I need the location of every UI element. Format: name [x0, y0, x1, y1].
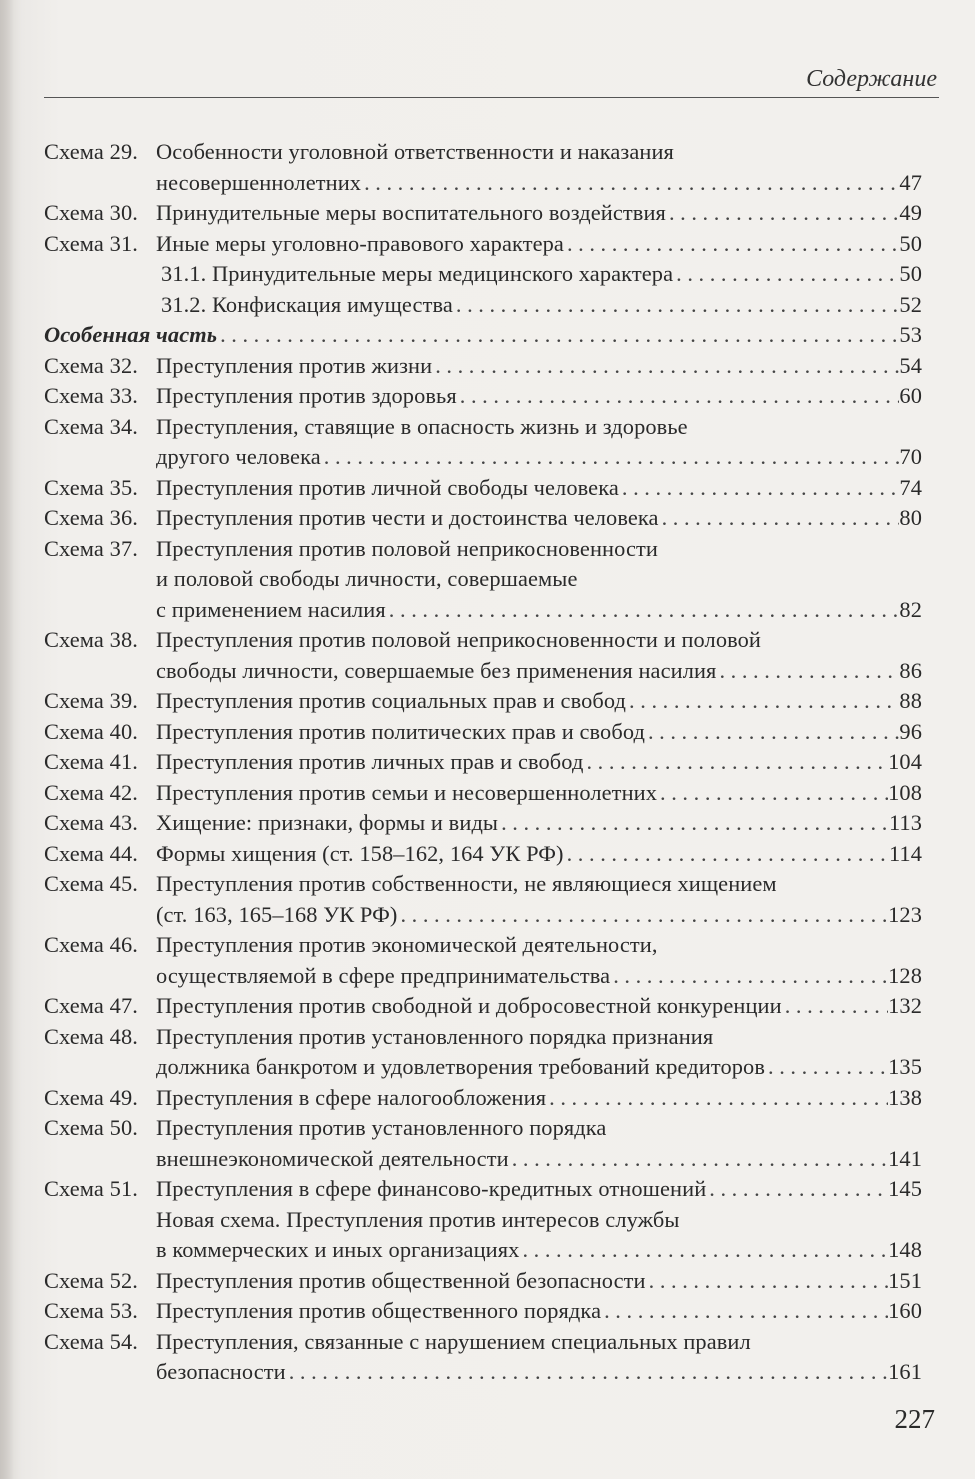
scheme-number: Схема 48.	[44, 1023, 138, 1049]
scheme-number: Схема 44.	[44, 840, 138, 866]
page-ref: 60	[899, 383, 922, 408]
toc-line	[44, 259, 922, 290]
page-ref: 82	[899, 596, 922, 622]
entry-title: Преступления против установленного порядка признания	[156, 1023, 714, 1049]
toc-line	[44, 1235, 922, 1266]
page-ref: 138	[888, 1084, 922, 1110]
scheme-number: Схема 34.	[44, 413, 138, 439]
page-ref: 88	[899, 688, 922, 713]
entry-title: Преступления против свободной и добросовестной конкуренции	[156, 993, 782, 1018]
entry-title: Преступления против личной свободы человека	[156, 474, 619, 500]
page-ref: 114	[888, 840, 922, 866]
page-ref: 80	[899, 505, 922, 530]
toc-line	[44, 595, 922, 626]
scheme-number: Схема 30.	[44, 200, 138, 225]
page-ref: 128	[888, 962, 922, 988]
toc-line	[44, 778, 922, 809]
page-ref: 132	[888, 993, 922, 1018]
dot-leader	[649, 1266, 888, 1297]
toc-line	[44, 442, 922, 473]
page-ref: 50	[899, 230, 922, 256]
toc-line	[44, 229, 922, 260]
scheme-number: Схема 39.	[44, 688, 138, 713]
toc-line	[44, 1357, 922, 1388]
toc-line	[44, 1174, 922, 1205]
entry-title: Преступления против половой неприкосновенности	[156, 535, 658, 561]
dot-leader	[662, 503, 900, 534]
subentry-title: 31.1. Принудительные меры медицинского характера	[161, 261, 674, 286]
page-ref: 113	[888, 810, 922, 835]
entry-title: Преступления против экономической деятельности,	[156, 932, 658, 957]
dot-leader	[364, 168, 899, 199]
scheme-number: Схема 32.	[44, 352, 138, 378]
entry-title: Преступления, связанные с нарушением специальных правил	[156, 1328, 751, 1354]
entry-title: несовершеннолетних	[156, 169, 362, 195]
entry-title: внешнеэкономической деятельности	[156, 1145, 509, 1171]
table-of-contents	[44, 137, 922, 1388]
toc-line	[44, 656, 922, 687]
scheme-number: Схема 53.	[44, 1298, 138, 1323]
toc-line	[44, 290, 922, 321]
dot-leader	[460, 381, 900, 412]
dot-leader	[456, 290, 900, 321]
page-ref: 145	[888, 1176, 922, 1201]
entry-title: Формы хищения (ст. 158–162, 164 УК РФ)	[156, 840, 564, 866]
toc-line	[44, 1205, 922, 1236]
scheme-number: Схема 47.	[44, 993, 138, 1018]
page-ref: 123	[888, 901, 922, 927]
toc-line	[44, 564, 922, 595]
page-ref: 54	[899, 352, 922, 378]
entry-title: Преступления против чести и достоинства человека	[156, 505, 659, 530]
page-ref: 53	[899, 322, 922, 347]
scheme-number: Схема 43.	[44, 810, 138, 835]
scheme-number: Схема 54.	[44, 1328, 138, 1354]
toc-line	[44, 1052, 922, 1083]
scheme-number: Схема 29.	[44, 139, 138, 164]
page-ref: 49	[899, 200, 922, 225]
page-ref: 96	[899, 718, 922, 744]
dot-leader	[400, 900, 888, 931]
toc-line	[44, 717, 922, 748]
dot-leader	[785, 991, 888, 1022]
toc-line	[44, 1144, 922, 1175]
page-ref: 148	[888, 1237, 922, 1262]
toc-line	[44, 1083, 922, 1114]
page-ref: 151	[888, 1267, 922, 1293]
scheme-number: Схема 37.	[44, 535, 138, 561]
page-ref: 160	[888, 1298, 922, 1323]
dot-leader	[586, 747, 888, 778]
toc-line	[44, 900, 922, 931]
page-ref: 50	[899, 261, 922, 286]
toc-line	[44, 473, 922, 504]
dot-leader	[719, 656, 899, 687]
page-ref: 86	[899, 657, 922, 683]
entry-title: Преступления в сфере налогообложения	[156, 1084, 547, 1110]
dot-leader	[648, 717, 899, 748]
page-number: 227	[894, 1404, 935, 1434]
toc-line	[44, 1296, 922, 1327]
page-ref: 108	[888, 779, 922, 805]
toc-line	[44, 503, 922, 534]
toc-line	[44, 839, 922, 870]
entry-title: Преступления против собственности, не являющиеся хищением	[156, 871, 777, 896]
toc-line	[44, 1266, 922, 1297]
dot-leader	[669, 198, 899, 229]
page-ref: 135	[888, 1054, 922, 1079]
toc-line	[44, 381, 922, 412]
toc-line	[44, 991, 922, 1022]
dot-leader	[522, 1235, 888, 1266]
dot-leader	[567, 229, 899, 260]
entry-title: Преступления против жизни	[156, 352, 433, 378]
scheme-number: Схема 40.	[44, 718, 138, 744]
section-heading: Особенная часть	[44, 322, 218, 347]
page-ref: 74	[899, 474, 922, 500]
entry-title: Принудительные меры воспитательного воздействия	[156, 200, 666, 225]
page-ref: 141	[888, 1145, 922, 1171]
entry-title: Преступления против социальных прав и свобод	[156, 688, 627, 713]
entry-title: Преступления в сфере финансово-кредитных отношений	[156, 1176, 707, 1201]
toc-line	[44, 534, 922, 565]
scheme-number: Схема 36.	[44, 505, 138, 530]
dot-leader	[324, 442, 900, 473]
toc-line	[44, 412, 922, 443]
dot-leader	[709, 1174, 888, 1205]
toc-line	[44, 808, 922, 839]
entry-title: Преступления против политических прав и свобод	[156, 718, 645, 744]
dot-leader	[622, 473, 900, 504]
toc-line	[44, 168, 922, 199]
toc-line	[44, 1022, 922, 1053]
header-rule	[44, 97, 939, 98]
entry-title: Преступления против половой неприкосновенности и половой	[156, 627, 762, 652]
scheme-number: Схема 45.	[44, 871, 138, 896]
entry-title: Особенности уголовной ответственности и наказания	[156, 139, 674, 164]
scheme-number: Схема 41.	[44, 749, 138, 774]
page-ref: 52	[899, 291, 922, 317]
scheme-number: Схема 50.	[44, 1115, 138, 1140]
entry-title: Преступления, ставящие в опасность жизнь и здоровье	[156, 413, 688, 439]
page-ref: 70	[899, 444, 922, 469]
entry-title: Преступления против общественной безопасности	[156, 1267, 646, 1293]
dot-leader	[604, 1296, 888, 1327]
toc-line	[44, 869, 922, 900]
entry-title: Преступления против установленного порядка	[156, 1115, 607, 1140]
toc-line	[44, 930, 922, 961]
toc-line	[44, 961, 922, 992]
entry-title: другого человека	[156, 444, 321, 469]
toc-line	[44, 320, 922, 351]
entry-title: Преступления против семьи и несовершеннолетних	[156, 779, 658, 805]
entry-title: безопасности	[156, 1359, 286, 1384]
page-ref: 161	[888, 1359, 922, 1384]
scheme-number: Схема 52.	[44, 1267, 138, 1293]
dot-leader	[768, 1052, 888, 1083]
dot-leader	[512, 1144, 888, 1175]
dot-leader	[501, 808, 889, 839]
page-ref: 104	[888, 749, 922, 774]
entry-title: свободы личности, совершаемые без применения насилия	[156, 657, 717, 683]
dot-leader	[389, 595, 900, 626]
scheme-number: Схема 46.	[44, 932, 138, 957]
entry-title: в коммерческих и иных организациях	[156, 1237, 520, 1262]
dot-leader	[549, 1083, 888, 1114]
scheme-number: Схема 31.	[44, 230, 138, 256]
scheme-number: Схема 38.	[44, 627, 138, 652]
entry-title: Новая схема. Преступления против интересов службы	[156, 1206, 680, 1232]
entry-title: Преступления против здоровья	[156, 383, 457, 408]
entry-title: с применением насилия	[156, 596, 386, 622]
toc-line	[44, 686, 922, 717]
toc-line	[44, 1113, 922, 1144]
entry-title: и половой свободы личности, совершаемые	[156, 566, 578, 591]
dot-leader	[567, 839, 889, 870]
entry-title: осуществляемой в сфере предпринимательства	[156, 962, 611, 988]
toc-line	[44, 351, 922, 382]
scheme-number: Схема 42.	[44, 779, 138, 805]
toc-line	[44, 137, 922, 168]
scheme-number: Схема 49.	[44, 1084, 138, 1110]
scheme-number: Схема 51.	[44, 1176, 138, 1201]
entry-title: Преступления против общественного порядка	[156, 1298, 602, 1323]
toc-line	[44, 198, 922, 229]
entry-title: (ст. 163, 165–168 УК РФ)	[156, 901, 398, 927]
page-ref: 47	[899, 169, 922, 195]
dot-leader	[676, 259, 899, 290]
dot-leader	[435, 351, 899, 382]
running-head: Содержание	[806, 66, 937, 92]
subentry-title: 31.2. Конфискация имущества	[161, 291, 453, 317]
toc-line	[44, 1327, 922, 1358]
dot-leader	[220, 320, 899, 351]
dot-leader	[629, 686, 899, 717]
scheme-number: Схема 33.	[44, 383, 138, 408]
toc-line	[44, 747, 922, 778]
dot-leader	[289, 1357, 888, 1388]
entry-title: Преступления против личных прав и свобод	[156, 749, 584, 774]
dot-leader	[613, 961, 888, 992]
entry-title: должника банкротом и удовлетворения требований кредиторов	[156, 1054, 765, 1079]
entry-title: Хищение: признаки, формы и виды	[156, 810, 499, 835]
scheme-number: Схема 35.	[44, 474, 138, 500]
page-edge-shadow	[0, 0, 14, 1479]
entry-title: Иные меры уголовно-правового характера	[156, 230, 564, 256]
toc-line	[44, 625, 922, 656]
dot-leader	[660, 778, 888, 809]
